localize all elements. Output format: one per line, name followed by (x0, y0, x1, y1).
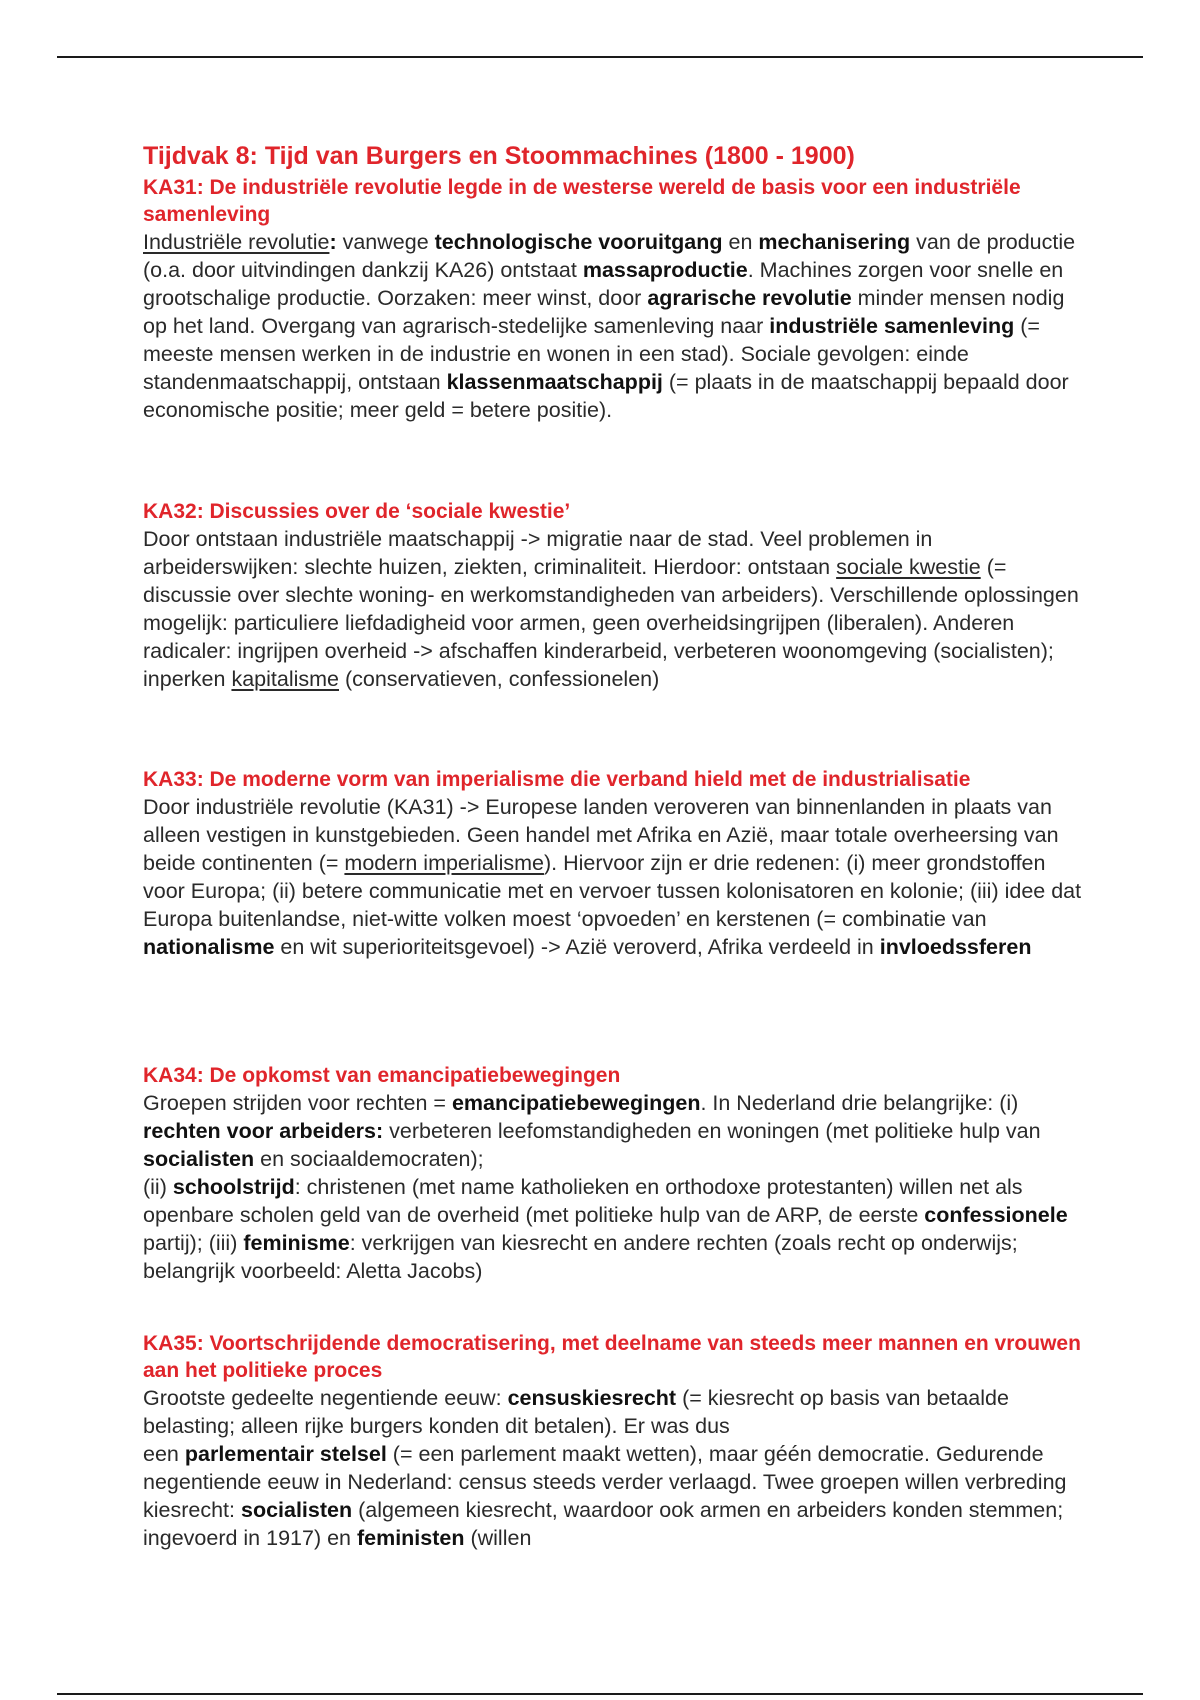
section-heading: KA34: De opkomst van emancipatiebewegingen (143, 1064, 621, 1087)
section-ka34 (143, 1062, 1083, 1285)
section-body: Industriële revolutie: vanwege technologische vooruitgang en mechanisering van de productie (o.a. door uitvindingen dankzij KA26) ontstaat massaproductie. Machines zorgen voor snelle en grootschalige productie. Oorzaken: meer winst, door agrarische revolutie minder mensen nodig op het land. Overgang van agrarisch-stedelijke samenleving naar industriële samenleving (= meeste mensen werken in de industrie en wonen in een stad). Sociale gevolgen: einde standenmaatschappij, ontstaan klassenmaatschappij (= plaats in de maatschappij bepaald door economische positie; meer geld = betere positie). (143, 230, 1076, 422)
section-heading: KA31: De industriële revolutie legde in de westerse wereld de basis voor een industriële samenleving (143, 176, 1021, 226)
section-body: Door industriële revolutie (KA31) -> Europese landen veroveren van binnenlanden in plaats van alleen vestigen in kunstgebieden. Geen handel met Afrika en Azië, maar totale overheersing van beide continenten (= modern imperialisme). Hiervoor zijn er drie redenen: (i) meer grondstoffen voor Europa; (ii) betere communicatie met en vervoer tussen kolonisatoren en kolonie; (iii) idee dat Europa buitenlandse, niet-witte volken moest ‘opvoeden’ en kerstenen (= combinatie van nationalisme en wit superioriteitsgevoel) -> Azië veroverd, Afrika verdeeld in invloedssferen (143, 795, 1082, 959)
section-body: Door ontstaan industriële maatschappij -> migratie naar de stad. Veel problemen in arbeiderswijken: slechte huizen, ziekten, criminaliteit. Hierdoor: ontstaan sociale kwestie (= discussie over slechte woning- en werkomstandigheden van arbeiders). Verschillende oplossingen mogelijk: particuliere liefdadigheid voor armen, geen overheidsingrijpen (liberalen). Anderen radicaler: ingrijpen overheid -> afschaffen kinderarbeid, verbeteren woonomgeving (socialisten); inperken kapitalisme (conservatieven, confessionelen) (143, 527, 1079, 691)
section-ka32 (143, 498, 1083, 693)
bottom-rule (57, 1693, 1143, 1695)
section-heading: KA32: Discussies over de ‘sociale kwestie’ (143, 500, 571, 523)
section-ka31 (143, 174, 1083, 424)
section-heading: KA35: Voortschrijdende democratisering, met deelname van steeds meer mannen en vrouwen aan het politieke proces (143, 1332, 1081, 1382)
section-ka33 (143, 766, 1083, 961)
top-rule (57, 56, 1143, 58)
section-ka35 (143, 1330, 1083, 1552)
section-body: Groepen strijden voor rechten = emancipatiebewegingen. In Nederland drie belangrijke: (i) rechten voor arbeiders: verbeteren leefomstandigheden en woningen (met politieke hulp van socialisten en sociaaldemocraten); (ii) schoolstrijd: christenen (met name katholieken en orthodoxe protestanten) willen net als openbare scholen geld van de overheid (met politieke hulp van de ARP, de eerste confessionele partij); (iii) feminisme: verkrijgen van kiesrecht en andere rechten (zoals recht op onderwijs; belangrijk voorbeeld: Aletta Jacobs) (143, 1091, 1068, 1283)
section-heading: KA33: De moderne vorm van imperialisme die verband hield met de industrialisatie (143, 768, 971, 791)
section-body: Grootste gedeelte negentiende eeuw: censuskiesrecht (= kiesrecht op basis van betaalde belasting; alleen rijke burgers konden dit betalen). Er was dus een parlementair stelsel (= een parlement maakt wetten), maar géén democratie. Gedurende negentiende eeuw in Nederland: census steeds verder verlaagd. Twee groepen willen verbreding kiesrecht: socialisten (algemeen kiesrecht, waardoor ook armen en arbeiders konden stemmen; ingevoerd in 1917) en feministen (willen (143, 1386, 1067, 1550)
page-title: Tijdvak 8: Tijd van Burgers en Stoommachines (1800 - 1900) (143, 142, 855, 170)
